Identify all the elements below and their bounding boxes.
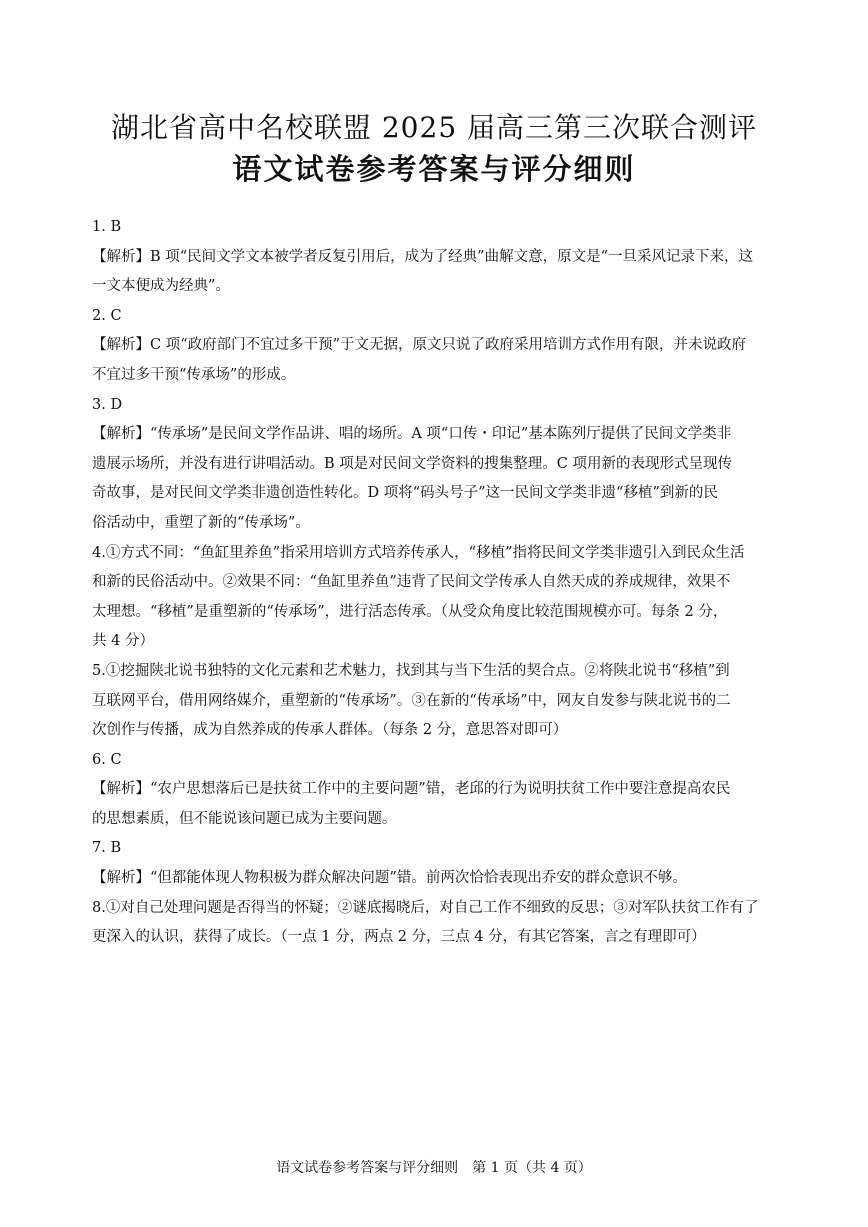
answers-content [92, 213, 780, 953]
answer-item-8 [92, 894, 780, 953]
item-answer: B [110, 219, 122, 235]
document-title: 语文试卷参考答案与评分细则 [232, 152, 636, 186]
explanation-line: 【解析】“传承场”是民间文学作品讲、唱的场所。A 项“口传・印记”基本陈列厅提供了民间文学类非 [92, 426, 732, 443]
exam-title: 湖北省高中名校联盟 2025 届高三第三次联合测评 [110, 111, 758, 144]
page-footer: 语文试卷参考答案与评分细则 第 1 页（共 4 页） [276, 1160, 592, 1176]
explanation-line: 俗活动中，重塑了新的“传承场”。 [92, 514, 310, 531]
item-number: 3. [92, 396, 106, 413]
answer-item-1 [92, 213, 780, 302]
item-number: 5. [92, 662, 106, 679]
item-answer: B [110, 840, 122, 857]
explanation-line: 一文本便成为经典”。 [92, 278, 230, 295]
item-number: 8. [92, 899, 106, 916]
explanation-line: 【解析】“农户思想落后已是扶贫工作中的主要问题”错，老邱的行为说明扶贫工作中要注意提高农民 [92, 781, 731, 798]
item-answer: C [110, 307, 122, 324]
answer-item-4 [92, 539, 780, 657]
answer-item-6 [92, 746, 780, 835]
explanation-line: 互联网平台，借用网络媒介，重塑新的“传承场”。③在新的“传承场”中，网友自发参与陕北说书的二 [92, 692, 731, 709]
answer-item-5 [92, 657, 780, 746]
item-answer: D [110, 396, 123, 413]
answer-item-7 [92, 834, 780, 893]
explanation-line: ①对自己处理问题是否得当的怀疑；②谜底揭晓后，对自己工作不细致的反思；③对军队扶贫工作有了 [105, 899, 759, 916]
item-answer: C [110, 751, 122, 768]
explanation-line: ①方式不同：“鱼缸里养鱼”指采用培训方式培养传承人，“移植”指将民间文学类非遗引入到民众生活 [105, 544, 745, 561]
explanation-line: ①挖掘陕北说书独特的文化元素和艺术魅力，找到其与当下生活的契合点。②将陕北说书“移植”到 [105, 662, 730, 679]
explanation-line: 【解析】B 项“民间文学文本被学者反复引用后，成为了经典”曲解文意，原文是“一旦采风记录下来，这 [92, 248, 753, 265]
explanation-line: 【解析】“但都能体现人物积极为群众解决问题”错。前两次恰恰表现出乔安的群众意识不够。 [92, 870, 687, 887]
explanation-line: 遗展示场所，并没有进行讲唱活动。B 项是对民间文学资料的搜集整理。C 项用新的表现形式呈现传 [92, 455, 732, 472]
explanation-line: 的思想素质，但不能说该问题已成为主要问题。 [92, 810, 397, 827]
item-number: 4. [92, 544, 106, 561]
answer-item-3 [92, 391, 780, 539]
item-number: 7. [92, 840, 106, 857]
item-number: 1. [92, 219, 106, 235]
explanation-line: 奇故事，是对民间文学类非遗创造性转化。D 项将“码头号子”这一民间文学类非遗“移植”到新的民 [92, 485, 718, 502]
explanation-line: 【解析】C 项“政府部门不宜过多干预”于文无据，原文只说了政府采用培训方式作用有限，并未说政府 [92, 337, 747, 354]
explanation-line: 太理想。“移植”是重塑新的“传承场”，进行活态传承。（从受众角度比较范围规模亦可。每条 2 分， [92, 603, 728, 620]
explanation-line: 和新的民俗活动中。②效果不同：“鱼缸里养鱼”违背了民间文学传承人自然天成的养成规律，效果不 [92, 574, 731, 591]
explanation-line: 共 4 分） [92, 633, 154, 650]
explanation-line: 次创作与传播，成为自然养成的传承人群体。（每条 2 分，意思答对即可） [92, 722, 568, 739]
explanation-line: 更深入的认识，获得了成长。（一点 1 分，两点 2 分，三点 4 分，有其它答案，言之有理即可） [92, 929, 706, 946]
explanation-line: 不宜过多干预“传承场”的形成。 [92, 366, 296, 383]
answer-item-2 [92, 302, 780, 391]
item-number: 6. [92, 751, 106, 768]
item-number: 2. [92, 307, 106, 324]
